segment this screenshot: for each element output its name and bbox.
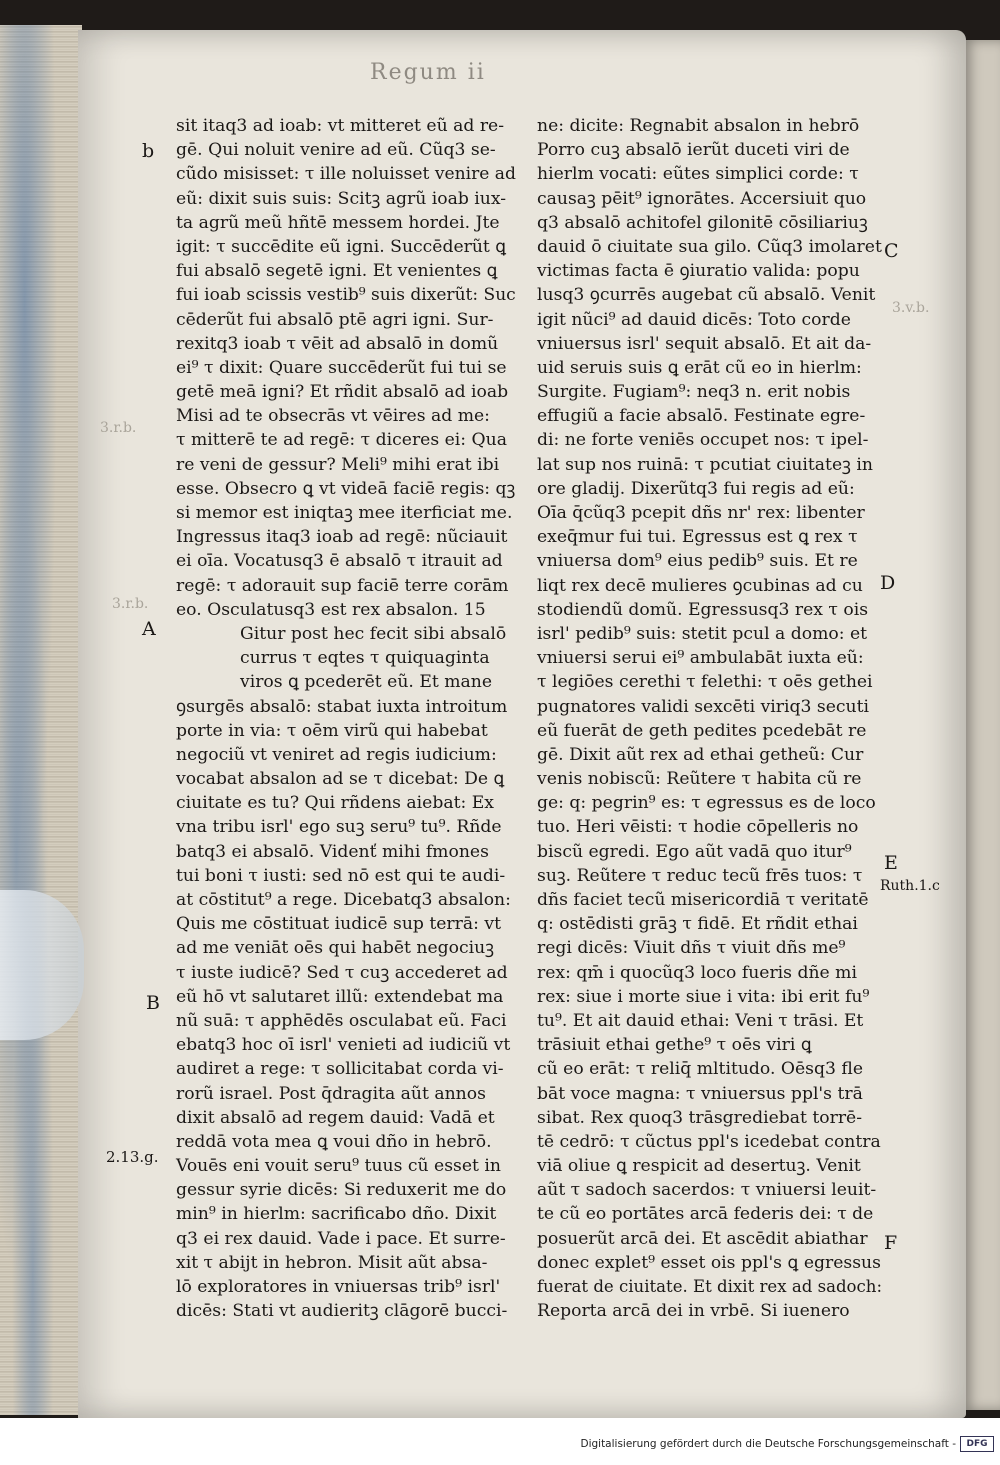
text-line: isrl' pedib⁹ suis: stetit pcul a domo: et: [537, 623, 868, 644]
text-line: posuerũt arcā dei. Et ascēdit abiathar: [537, 1228, 868, 1249]
text-line: trāsiuit ethai gethe⁹ τ oēs viri ꝗ: [537, 1035, 812, 1056]
margin-ref-faint-2: 3.r.b.: [112, 596, 149, 612]
text-line: rex: siue i morte siue i vita: ibi erit fu⁹: [537, 986, 870, 1007]
margin-ref-faint-right: 3.v.b.: [892, 300, 930, 316]
dfg-logo: DFG: [960, 1436, 994, 1452]
text-line: getē meā igni? Et rñdit absalō ad ioab: [176, 382, 509, 403]
text-line: ebatq3 hoc oī isrl' venieti ad iudiciũ vt: [176, 1035, 511, 1056]
margin-letter-c: C: [884, 240, 899, 262]
text-line: currus τ eqtes τ quiquaginta: [240, 648, 490, 669]
text-line: vna tribu isrl' ego suꝫ seru⁹ tu⁹. Rñde: [176, 817, 502, 838]
text-line: uid seruis suis ꝗ erāt cũ eo in hierlm:: [537, 357, 862, 378]
text-line: ꝯsurgēs absalō: stabat iuxta introitum: [176, 696, 508, 717]
margin-letter-b-lower: B: [146, 992, 160, 1014]
text-line: rorũ israel. Post q̄dragita aũt annos: [176, 1083, 486, 1104]
text-line: gessur syrie dicēs: Si reduxerit me do: [176, 1180, 507, 1201]
text-line: exeq̄mur fui tui. Egressus est ꝗ rex τ: [537, 527, 858, 548]
margin-letter-e: E: [884, 852, 898, 874]
text-line: vniuersi serui ei⁹ ambulabāt iuxta eũ:: [537, 648, 864, 669]
text-line: reddā vota mea ꝗ voui dño in hebrō.: [176, 1131, 492, 1152]
text-line: tu⁹. Et ait dauid ethai: Veni τ trāsi. Et: [537, 1010, 864, 1031]
text-line: xit τ abijt in hebron. Misit aũt absa-: [176, 1252, 488, 1273]
text-line: ta agrũ meũ hñtē messem hordei. Jte: [176, 212, 500, 233]
text-line: Ingressus itaq3 ioab ad regē: nũciauit: [176, 527, 508, 548]
text-line: aũt τ sadoch sacerdos: τ vniuersi leuit-: [537, 1180, 877, 1201]
text-line: sibat. Rex quoq3 trāsgrediebat torrē-: [537, 1107, 863, 1128]
text-line: Surgite. Fugiam⁹: neq3 n. erit nobis: [537, 382, 851, 403]
margin-ref-ruth: Ruth.1.c: [880, 878, 940, 894]
text-line: tē cedrō: τ cũctus ppl's icedebat contra: [537, 1131, 881, 1152]
text-line: effugiũ a facie absalō. Festinate egre-: [537, 406, 866, 427]
text-line: ei⁹ τ dixit: Quare succēderũt fui tui se: [176, 357, 507, 378]
text-line: dauid ō ciuitate sua gilo. Cũq3 imolaret: [537, 236, 882, 257]
text-line: esse. Obsecro ꝗ vt videā faciē regis: qꝫ: [176, 478, 516, 499]
text-line: te cũ eo portātes arcā federis dei: τ de: [537, 1204, 874, 1225]
text-line: Porro cuꝫ absalō ierũt duceti viri de: [537, 140, 850, 161]
text-line: Oīa q̄cũq3 pcepit dñs nr' rex: libenter: [537, 503, 865, 523]
text-line: ne: dicite: Regnabit absalon in hebrō: [537, 116, 860, 136]
text-line: ge: q: pegrin⁹ es: τ egressus es de loco: [537, 793, 876, 814]
margin-ref-faint-1: 3.r.b.: [100, 420, 137, 436]
text-line: cũ eo erāt: τ reliq̄ mltitudo. Oēsq3 fle: [537, 1059, 864, 1080]
text-line: igit: τ succēdite eũ igni. Succēderũt ꝗ: [176, 236, 507, 257]
text-line: vniuersus isrl' sequit absalō. Et ait da-: [537, 333, 872, 354]
adjacent-page: [962, 40, 1000, 1410]
text-line: venis nobiscũ: Reũtere τ habita cũ re: [537, 769, 862, 790]
text-line: ore gladij. Dixerũtq3 fui regis ad eũ:: [537, 478, 855, 499]
text-line: τ iuste iudicē? Sed τ cuꝫ accederet ad: [176, 962, 508, 983]
text-line: bāt voce magna: τ vniuersus ppl's trā: [537, 1083, 863, 1104]
text-line: batq3 ei absalō. Videnť mihi fmones: [176, 841, 489, 862]
text-line: vniuersa dom⁹ eius pedib⁹ suis. Et re: [537, 551, 858, 572]
text-line: suꝫ. Reũtere τ reduc tecũ frēs tuos: τ: [537, 865, 863, 886]
text-line: lat sup nos ruinā: τ pcutiat ciuitateꝫ in: [537, 454, 873, 475]
text-line: ciuitate es tu? Qui rñdens aiebat: Ex: [176, 793, 494, 814]
text-line: τ legiōes cerethi τ felethi: τ oēs gethei: [537, 672, 873, 693]
text-line: dicēs: Stati vt audieritꝫ clāgorē bucci-: [176, 1301, 508, 1322]
text-line: at cōstitut⁹ a rege. Dicebatq3 absalon:: [176, 890, 511, 910]
text-line: viros ꝗ pcederēt eũ. Et mane: [240, 672, 493, 693]
footer-credit: Digitalisierung gefördert durch die Deutsche Forschungsgemeinschaft -: [580, 1438, 956, 1450]
text-line: viā oliue ꝗ respicit ad desertuꝫ. Venit: [537, 1156, 861, 1177]
margin-letter-b: b: [142, 140, 155, 162]
text-line: rex: qm̄ i quocũq3 loco fueris dñe mi: [537, 962, 857, 983]
text-line: q3 ei rex dauid. Vade i pace. Et surre-: [176, 1228, 506, 1249]
text-line: di: ne forte veniēs occupet nos: τ ipel-: [537, 430, 869, 451]
book-page-edges: [0, 25, 82, 1415]
text-line: Quis me cōstituat iudicē sup terrā: vt: [176, 914, 501, 935]
text-line: min⁹ in hierlm: sacrificabo dño. Dixit: [176, 1204, 497, 1225]
text-line: hierlm vocati: eũtes simplici corde: τ: [537, 164, 859, 185]
text-line: lusq3 ꝯcurrēs augebat cũ absalō. Venit: [537, 285, 876, 306]
text-line: Gitur post hec fecit sibi absalō: [240, 623, 507, 644]
text-line: Misi ad te obsecrās vt vēires ad me:: [176, 406, 490, 427]
text-line: igit nũci⁹ ad dauid dicēs: Toto corde: [537, 309, 851, 330]
text-line: porte in via: τ oēm virũ qui habebat: [176, 720, 488, 741]
text-line: fui absalō segetē igni. Et venientes ꝗ: [176, 261, 498, 282]
footer-bar: [0, 1418, 1000, 1465]
text-line: q: ostēdisti grāꝫ τ fidē. Et rñdit ethai: [537, 914, 858, 935]
text-line: biscũ egredi. Ego aũt vadā quo itur⁹: [537, 841, 852, 862]
margin-letter-d: D: [880, 572, 896, 594]
left-column: [176, 114, 516, 1323]
text-line: stodiendũ domũ. Egressusq3 rex τ ois: [537, 599, 869, 620]
text-line: causaꝫ pēit⁹ ignorātes. Accersiuit quo: [537, 188, 867, 209]
text-line: dñs faciet tecũ misericordiā τ veritatē: [537, 890, 869, 910]
text-line: negociũ vt veniret ad regis iudicium:: [176, 744, 497, 765]
text-line: eũ: dixit suis suis: Scitꝫ agrũ ioab iux-: [176, 188, 507, 209]
text-line: dixit absalō ad regem dauid: Vadā et: [176, 1107, 495, 1128]
text-line: eo. Osculatusq3 est rex absalon. 15: [176, 599, 486, 620]
text-line: victimas facta ē ꝯiuratio valida: popu: [537, 261, 860, 282]
text-line: re veni de gessur? Meli⁹ mihi erat ibi: [176, 454, 500, 475]
margin-letter-f: F: [884, 1232, 898, 1254]
text-line: vocabat absalon ad se τ dicebat: De ꝗ: [176, 769, 505, 790]
text-line: ei oīa. Vocatusq3 ē absalō τ itrauit ad: [176, 551, 503, 572]
text-line: gē. Qui noluit venire ad eũ. Cũq3 se-: [176, 140, 496, 161]
text-line: cũdo misisset: τ ille noluisset venire ad: [176, 164, 516, 185]
text-line: τ mitterē te ad regē: τ diceres ei: Qua: [176, 430, 507, 451]
text-line: lō exploratores in vniuersas trib⁹ isrl': [176, 1277, 501, 1297]
text-line: rexitq3 ioab τ vēit ad absalō in domũ: [176, 333, 499, 354]
running-header: Regum ii: [370, 60, 486, 85]
text-line: tui boni τ iusti: sed nō est qui te audi-: [176, 865, 506, 886]
text-line: fuerat de ciuitate. Et dixit rex ad sadoch:: [537, 1277, 883, 1297]
text-line: q3 absalō achitofel gilonitē cōsiliariuꝫ: [537, 212, 868, 233]
text-line: liqt rex decē mulieres ꝯcubinas ad cu: [537, 575, 863, 596]
text-line: si memor est iniqtaꝫ mee iterficiat me.: [176, 503, 513, 523]
text-line: tuo. Heri vēisti: τ hodie cōpelleris no: [537, 817, 859, 838]
text-line: regē: τ adorauit sup faciē terre corām: [176, 575, 509, 596]
margin-ref-2-13: 2.13.g.: [106, 1148, 159, 1166]
right-column: [537, 114, 882, 1323]
text-line: ad me veniāt oēs qui habēt negociuꝫ: [176, 938, 494, 959]
text-line: Reporta arcā dei in vrbē. Si iuenero: [537, 1301, 850, 1322]
text-line: eũ fuerāt de geth pedites pcedebāt re: [537, 720, 867, 741]
text-line: Vouēs eni vouit seru⁹ tuus cũ esset in: [176, 1156, 501, 1177]
margin-letter-a: A: [142, 618, 156, 640]
text-line: nũ suā: τ apphēdēs osculabat eũ. Faci: [176, 1010, 507, 1031]
text-line: gē. Dixit aũt rex ad ethai getheũ: Cur: [537, 744, 864, 765]
text-line: sit itaq3 ad ioab: vt mitteret eũ ad re-: [176, 116, 505, 136]
text-line: cēderũt fui absalō ptē agri igni. Sur-: [176, 309, 494, 330]
text-line: donec explet⁹ esset ois ppl's ꝗ egressus: [537, 1252, 881, 1273]
text-line: regi dicēs: Viuit dñs τ viuit dñs me⁹: [537, 938, 846, 959]
text-line: pugnatores validi sexcēti viriq3 secuti: [537, 696, 869, 717]
text-line: audiret a rege: τ sollicitabat corda vi-: [176, 1059, 504, 1080]
text-line: eũ hō vt salutaret illũ: extendebat ma: [176, 986, 504, 1007]
text-line: fui ioab scissis vestib⁹ suis dixerũt: Suc: [176, 285, 516, 306]
